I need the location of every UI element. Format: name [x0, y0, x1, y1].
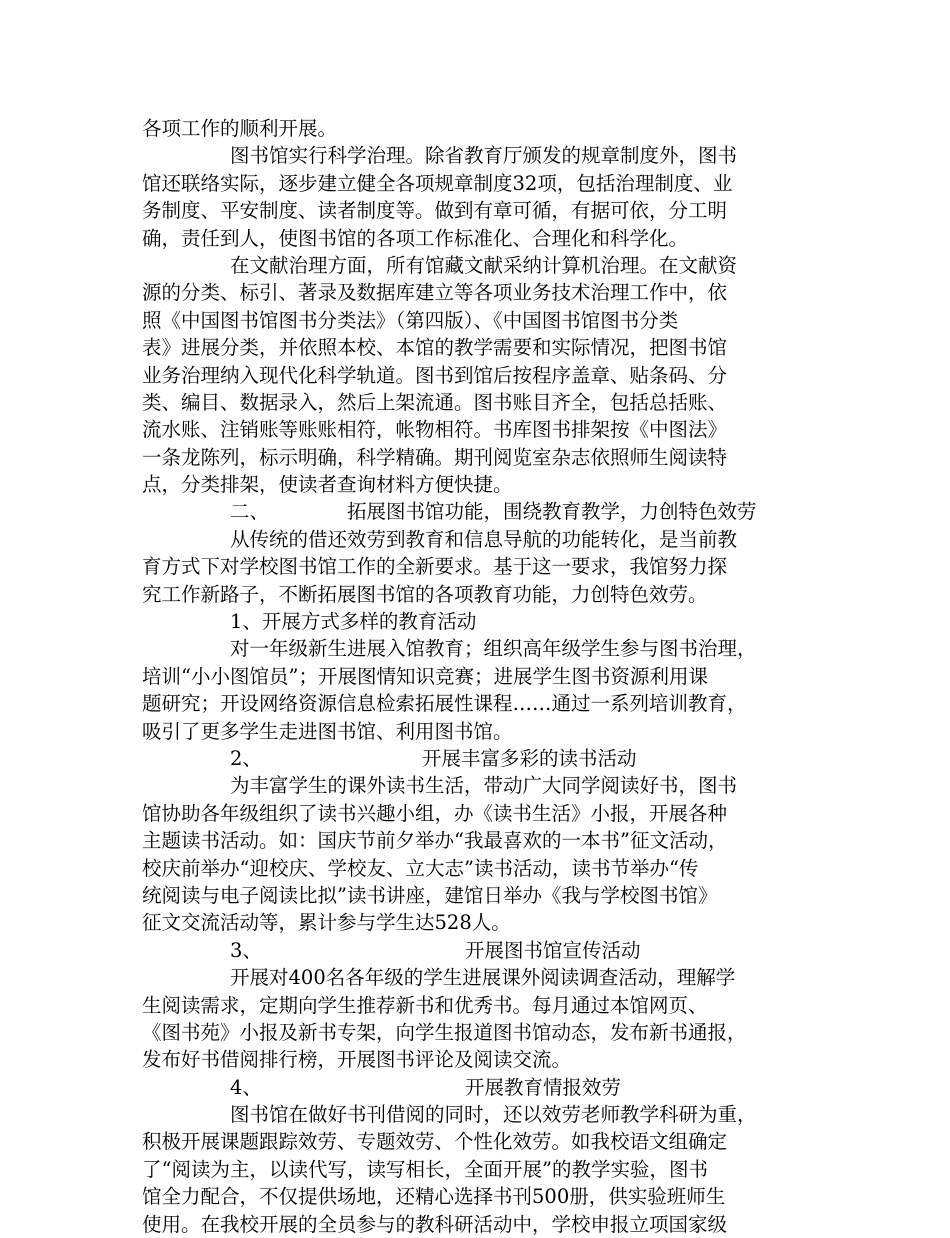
paragraph-line: 《图书苑》小报及新书专架，向学生报道图书馆动态，发布新书通报，: [142, 1020, 747, 1044]
paragraph-first-line: 开展对400名各年级的学生进展课外阅读调查活动，理解学: [230, 966, 736, 990]
section-heading: [142, 745, 802, 772]
section-heading: [142, 937, 802, 964]
section-number: 二、: [230, 500, 270, 524]
section-heading: [142, 1074, 802, 1101]
paragraph-line: 积极开展课题跟踪效劳、专题效劳、个性化效劳。如我校语文组确定: [142, 1130, 728, 1154]
paragraph-first-line: 在文献治理方面，所有馆藏文献采纳计算机治理。在文献资: [230, 253, 738, 277]
paragraph-line: 培训“小小图馆员”；开展图情知识竞赛；进展学生图书资源利用课: [142, 664, 708, 688]
paragraph-line: 表》进展分类，并依照本校、本馆的教学需要和实际情况，把图书馆: [142, 336, 728, 360]
section-number: 3、: [230, 938, 262, 962]
paragraph-line: 征文交流活动等，累计参与学生达528人。: [142, 911, 511, 935]
paragraph-first-line: 1、开展方式多样的教育活动: [230, 610, 477, 634]
paragraph-line: 主题读书活动。如：国庆节前夕举办“我最喜欢的一本书”征文活动，: [142, 829, 728, 853]
section-title: 拓展图书馆功能，围绕教育教学，力创特色效劳: [347, 500, 757, 524]
paragraph-line: 源的分类、标引、著录及数据库建立等各项业务技术治理工作中，依: [142, 281, 728, 305]
paragraph-line: 育方式下对学校图书馆工作的全新要求。基于这一要求，我馆努力探: [142, 555, 728, 579]
paragraph-line: 发布好书借阅排行榜，开展图书评论及阅读交流。: [142, 1048, 572, 1072]
paragraph-line: 馆还联络实际，逐步建立健全各项规章制度32项，包括治理制度、业: [142, 171, 733, 195]
section-title: 开展丰富多彩的读书活动: [422, 746, 637, 770]
document-body: [142, 115, 802, 1238]
paragraph-line: 务制度、平安制度、读者制度等。做到有章可循，有据可依，分工明: [142, 199, 728, 223]
section-title: 开展图书馆宣传活动: [465, 938, 641, 962]
paragraph-line: 统阅读与电子阅读比拟”读书讲座，建馆日举办《我与学校图书馆》: [142, 883, 718, 907]
paragraph-line: 流水账、注销账等账账相符，帐物相符。书库图书排架按《中图法》: [142, 418, 728, 442]
paragraph-line: 各项工作的顺利开展。: [142, 117, 338, 140]
paragraph-line: 确，责任到人，使图书馆的各项工作标准化、合理化和科学化。: [142, 226, 689, 250]
paragraph-line: 馆全力配合，不仅提供场地，还精心选择书刊500册，供实验班师生: [142, 1185, 726, 1209]
paragraph-first-line: 图书馆在做好书刊借阅的同时，还以效劳老师教学科研为重，: [230, 1103, 757, 1127]
paragraph-first-line: 为丰富学生的课外读书生活，带动广大同学阅读好书，图书: [230, 774, 738, 798]
paragraph-first-line: 从传统的借还效劳到教育和信息导航的功能转化，是当前教: [230, 527, 738, 551]
paragraph-first-line: 对一年级新生进展入馆教育；组织高年级学生参与图书治理，: [230, 637, 757, 661]
paragraph-first-line: 图书馆实行科学治理。除省教育厅颁发的规章制度外，图书: [230, 144, 738, 168]
paragraph-line: 生阅读需求，定期向学生推荐新书和优秀书。每月通过本馆网页、: [142, 993, 708, 1017]
paragraph-line: 馆协助各年级组织了读书兴趣小组，办《读书生活》小报，开展各种: [142, 801, 728, 825]
paragraph-line: 吸引了更多学生走进图书馆、利用图书馆。: [142, 719, 513, 743]
paragraph-line: 题研究；开设网络资源信息检索拓展性课程……通过一系列培训教育，: [142, 692, 747, 716]
paragraph-line: 类、编目、数据录入，然后上架流通。图书账目齐全，包括总括账、: [142, 390, 728, 414]
section-number: 2、: [230, 746, 262, 770]
paragraph-line: 究工作新路子，不断拓展图书馆的各项教育功能，力创特色效劳。: [142, 582, 708, 606]
paragraph-line: 点，分类排架，使读者查询材料方便快捷。: [142, 473, 513, 497]
paragraph-line: 业务治理纳入现代化科学轨道。图书到馆后按程序盖章、贴条码、分: [142, 363, 728, 387]
paragraph-line: 使用。在我校开展的全员参与的教科研活动中，学校申报立项国家级: [142, 1212, 728, 1236]
paragraph-line: 校庆前举办“迎校庆、学校友、立大志”读书活动，读书节举办“传: [142, 856, 699, 880]
paragraph-line: 一条龙陈列，标示明确，科学精确。期刊阅览室杂志依照师生阅读特: [142, 445, 728, 469]
section-heading: [142, 498, 802, 525]
paragraph-line: 了“阅读为主，以读代写，读写相长，全面开展”的教学实验，图书: [142, 1157, 708, 1181]
section-title: 开展教育情报效劳: [465, 1075, 622, 1099]
paragraph-line: 照《中国图书馆图书分类法》（第四版）、《中国图书馆图书分类: [142, 308, 679, 332]
section-number: 4、: [230, 1075, 262, 1099]
